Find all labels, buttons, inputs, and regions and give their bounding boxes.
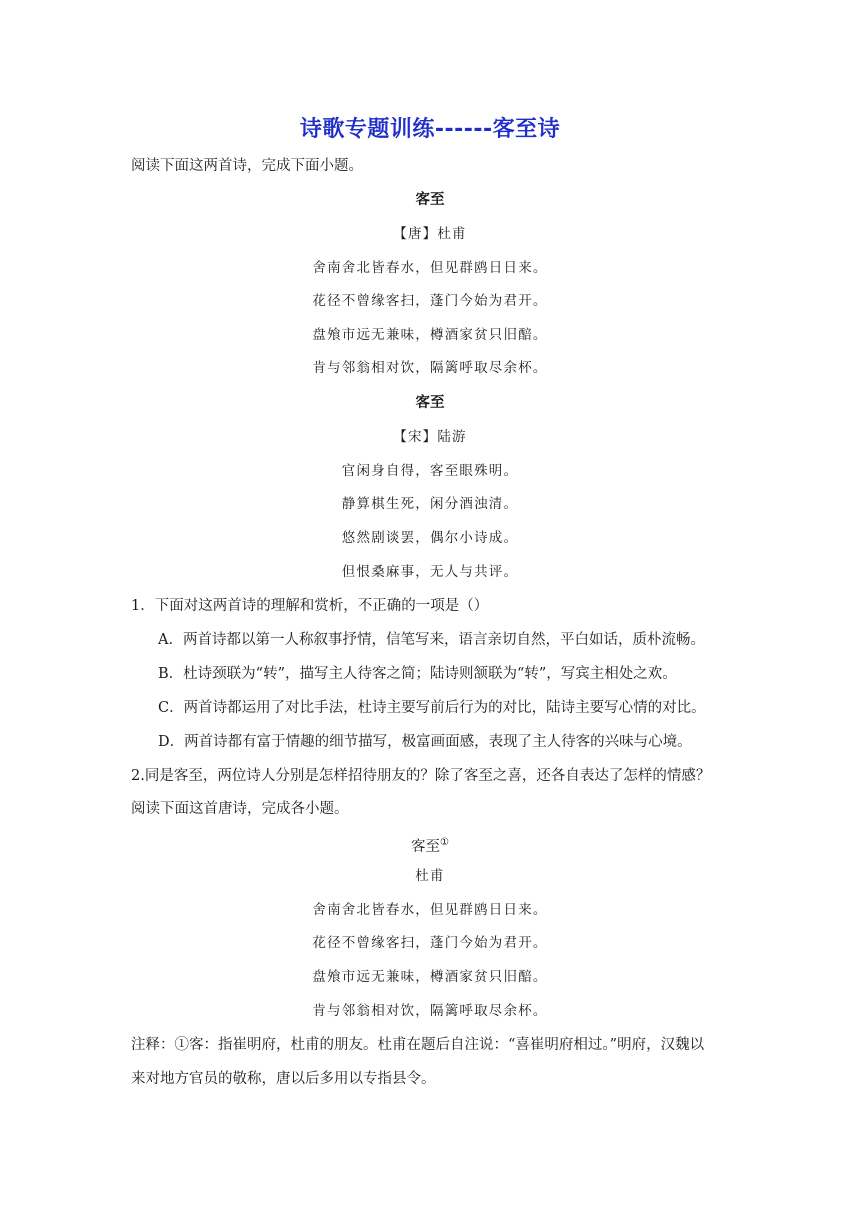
poem3-title <box>0 833 860 857</box>
footnote-line-2: 来对地方官员的敬称，唐以后多用以专指县令。 <box>131 1071 436 1087</box>
poem1-line: 盘飧市远无兼味，樽酒家贫只旧醅。 <box>312 327 548 343</box>
poem2-line: 但恨桑麻事，无人与共评。 <box>341 564 519 580</box>
poem2-line: 静算棋生死，闲分酒浊清。 <box>341 496 519 512</box>
poem1-line: 舍南舍北皆春水，但见群鸥日日来。 <box>312 260 548 276</box>
poem2-line: 悠然剧谈罢，偶尔小诗成。 <box>341 530 519 546</box>
question1-stem: 1．下面对这两首诗的理解和赏析，不正确的一项是（） <box>131 598 489 614</box>
poem1-author: 【唐】杜甫 <box>393 226 467 242</box>
poem1-title: 客至 <box>415 191 445 208</box>
document-title: 诗歌专题训练------客至诗 <box>299 117 561 142</box>
question1-option-c: C．两首诗都运用了对比手法，杜诗主要写前后行为的对比，陆诗主要写心情的对比。 <box>158 700 706 716</box>
poem2-author: 【宋】陆游 <box>393 429 467 445</box>
reading-instruction: 阅读下面这两首诗，完成下面小题。 <box>131 158 363 174</box>
footnote-line-1: 注释：①客：指崔明府，杜甫的朋友。杜甫在题后自注说：“喜崔明府相过。”明府，汉魏以 <box>131 1037 705 1053</box>
reading-instruction-2: 阅读下面这首唐诗，完成各小题。 <box>131 801 349 817</box>
poem1-line: 花径不曾缘客扫，蓬门今始为君开。 <box>312 293 548 309</box>
poem3-line: 肯与邻翁相对饮，隔篱呼取尽余杯。 <box>312 1003 548 1019</box>
poem3-line: 花径不曾缘客扫，蓬门今始为君开。 <box>312 935 548 951</box>
question2-stem: 2.同是客至，两位诗人分别是怎样招待朋友的？除了客至之喜，还各自表达了怎样的情感？ <box>131 768 711 784</box>
poem3-line: 舍南舍北皆春水，但见群鸥日日来。 <box>312 902 548 918</box>
question1-option-a: A．两首诗都以第一人称叙事抒情，信笔写来，语言亲切自然，平白如话，质朴流畅。 <box>158 632 705 648</box>
question1-option-d: D．两首诗都有富于情趣的细节描写，极富画面感，表现了主人待客的兴味与心境。 <box>158 734 692 750</box>
poem2-title: 客至 <box>415 394 445 411</box>
poem3-line: 盘飧市远无兼味，樽酒家贫只旧醅。 <box>312 969 548 985</box>
poem3-title-text: 客至 <box>411 838 441 855</box>
question1-option-b: B．杜诗颈联为“转”，描写主人待客之简；陆诗则颔联为“转”，写宾主相处之欢。 <box>158 666 677 682</box>
poem1-line: 肯与邻翁相对饮，隔篱呼取尽余杯。 <box>312 360 548 376</box>
poem2-line: 官闲身自得，客至眼殊明。 <box>341 463 519 479</box>
poem3-footnote-mark: ① <box>440 837 449 848</box>
poem3-author: 杜甫 <box>415 868 445 884</box>
